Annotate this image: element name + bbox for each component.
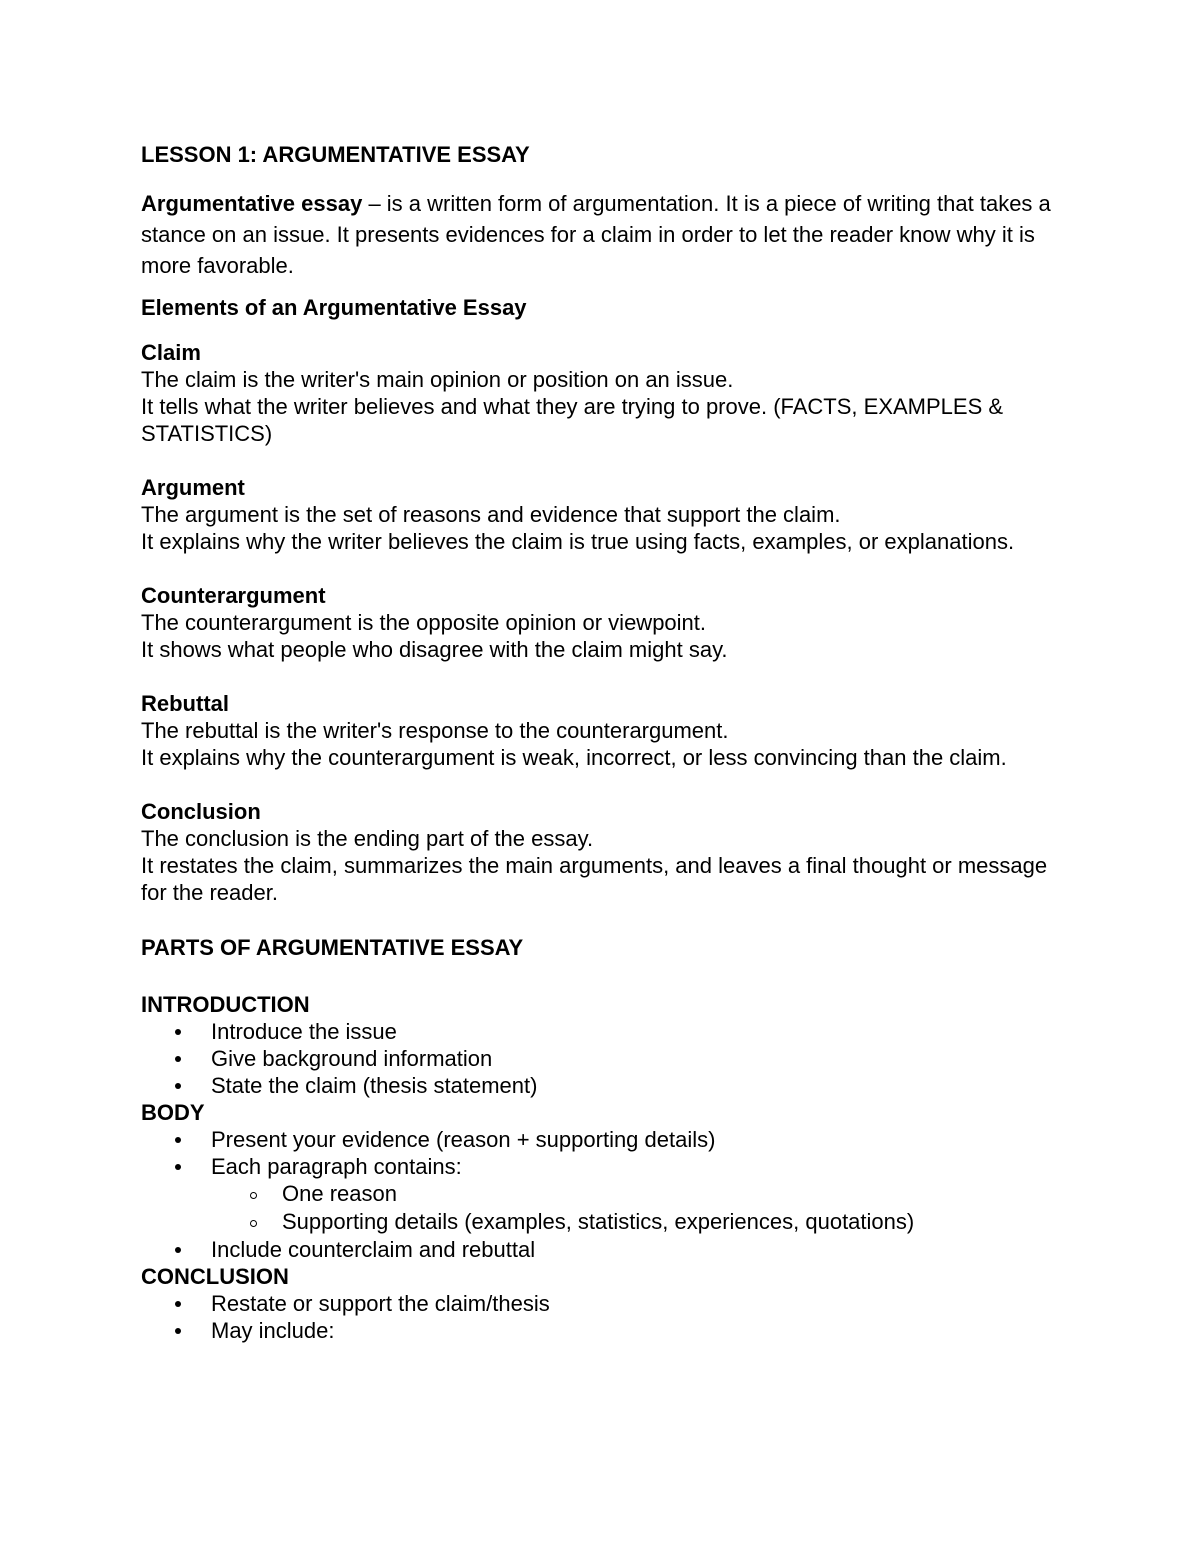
- document-content: [141, 140, 1051, 1344]
- body-sub-list: [211, 1180, 1051, 1236]
- list-item: May include:: [211, 1317, 1051, 1344]
- element-rebuttal: [141, 690, 1051, 771]
- parts-heading: PARTS OF ARGUMENTATIVE ESSAY: [141, 935, 524, 960]
- element-title: Rebuttal: [141, 691, 229, 716]
- list-item: Introduce the issue: [211, 1018, 1051, 1045]
- element-argument: [141, 474, 1051, 555]
- introduction-list: [141, 1018, 1051, 1099]
- sub-list-item: One reason: [282, 1180, 1051, 1208]
- list-item: [211, 1153, 1051, 1236]
- element-line: It explains why the counterargument is weak, incorrect, or less convincing than the claim.: [141, 745, 1007, 770]
- element-line: It explains why the writer believes the claim is true using facts, examples, or explanations.: [141, 529, 1015, 554]
- element-title: Argument: [141, 475, 245, 500]
- lesson-title: LESSON 1: ARGUMENTATIVE ESSAY: [141, 142, 530, 167]
- list-item: Give background information: [211, 1045, 1051, 1072]
- list-item: State the claim (thesis statement): [211, 1072, 1051, 1099]
- definition-text: is a written form of argumentation. It is a piece of writing that takes a stance on an issue. It presents evidences for a claim in order to let the reader know why it is more favorable.: [141, 191, 1051, 278]
- body-heading: BODY: [141, 1100, 205, 1125]
- element-line: The rebuttal is the writer's response to the counterargument.: [141, 718, 729, 743]
- element-title: Claim: [141, 340, 201, 365]
- list-item-text: Each paragraph contains:: [211, 1154, 462, 1179]
- sub-list-item: Supporting details (examples, statistics, experiences, quotations): [282, 1208, 1051, 1236]
- element-title: Counterargument: [141, 583, 326, 608]
- element-line: The claim is the writer's main opinion or position on an issue.: [141, 367, 734, 392]
- list-item: Include counterclaim and rebuttal: [211, 1236, 1051, 1263]
- element-counterargument: [141, 582, 1051, 663]
- element-line: It restates the claim, summarizes the main arguments, and leaves a final thought or message for the reader.: [141, 853, 1048, 905]
- element-claim: [141, 339, 1051, 447]
- element-line: The conclusion is the ending part of the essay.: [141, 826, 594, 851]
- definition-separator: –: [362, 191, 387, 216]
- elements-heading: Elements of an Argumentative Essay: [141, 295, 527, 320]
- definition-paragraph: [141, 188, 1051, 281]
- element-title: Conclusion: [141, 799, 261, 824]
- list-item: Restate or support the claim/thesis: [211, 1290, 1051, 1317]
- conclusion-heading: CONCLUSION: [141, 1264, 289, 1289]
- introduction-heading: INTRODUCTION: [141, 992, 310, 1017]
- definition-term: Argumentative essay: [141, 191, 363, 216]
- element-line: It shows what people who disagree with the claim might say.: [141, 637, 728, 662]
- body-list: [141, 1126, 1051, 1263]
- element-line: It tells what the writer believes and what they are trying to prove. (FACTS, EXAMPLES & STATISTICS): [141, 394, 1004, 446]
- element-line: The argument is the set of reasons and evidence that support the claim.: [141, 502, 841, 527]
- conclusion-list: [141, 1290, 1051, 1344]
- element-line: The counterargument is the opposite opinion or viewpoint.: [141, 610, 707, 635]
- element-conclusion: [141, 798, 1051, 906]
- list-item: Present your evidence (reason + supporting details): [211, 1126, 1051, 1153]
